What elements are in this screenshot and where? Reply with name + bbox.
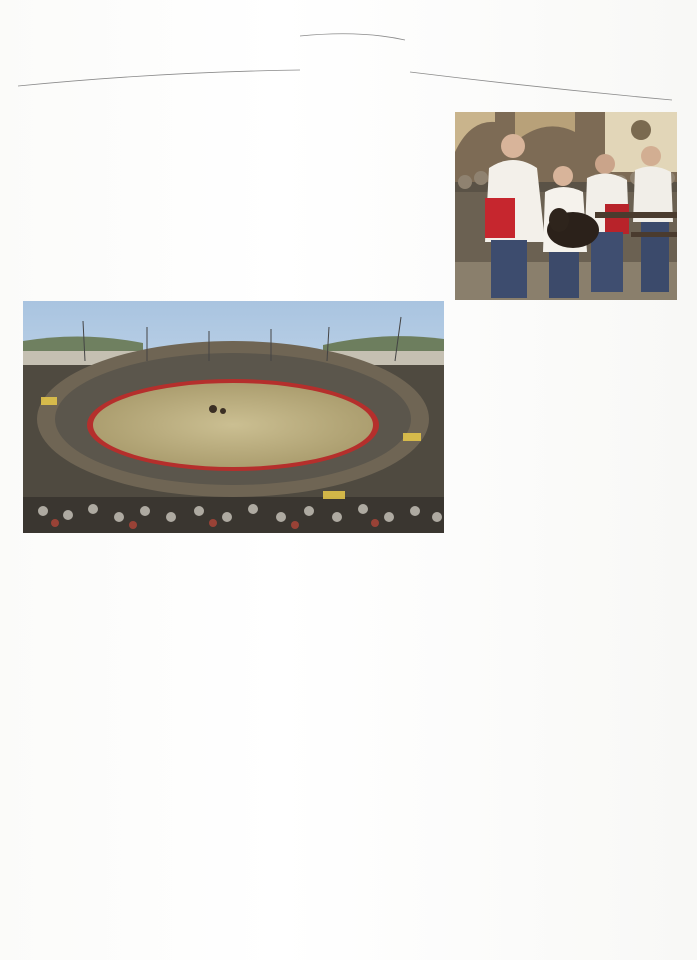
bullring-photo [23,301,444,533]
sanjoaninas-logo [252,48,452,98]
children-photo [455,112,677,300]
